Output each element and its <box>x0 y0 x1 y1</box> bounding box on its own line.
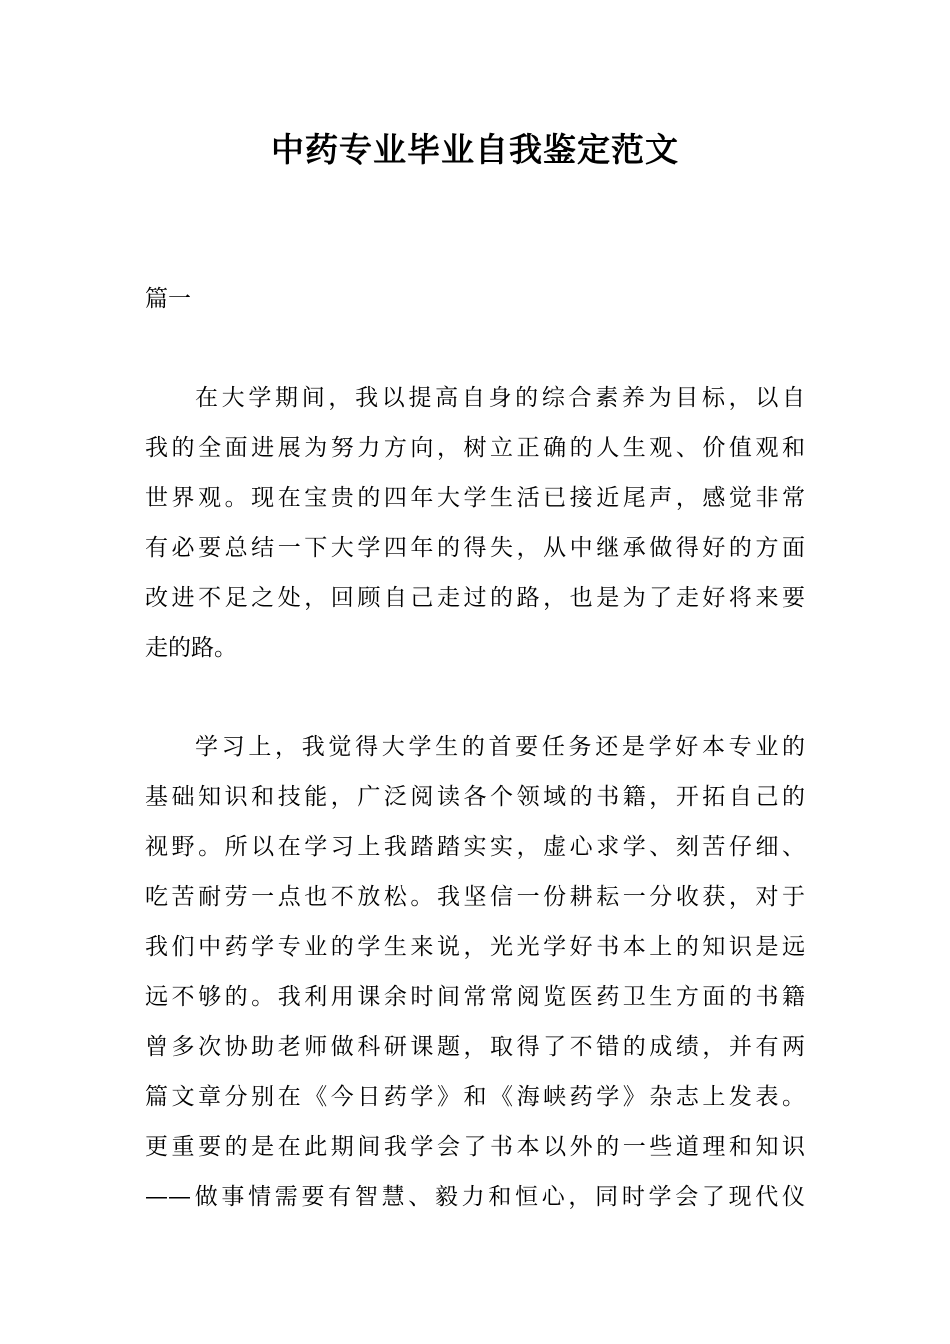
paragraph-line: 改进不足之处，回顾自己走过的路，也是为了走好将来要 <box>145 585 805 611</box>
paragraph-line: 曾多次协助老师做科研课题，取得了不错的成绩，并有两 <box>145 1034 805 1060</box>
paragraph-line: 篇文章分别在《今日药学》和《海峡药学》杂志上发表。 <box>145 1084 805 1110</box>
paragraph-line: 走的路。 <box>145 635 237 661</box>
section-label: 篇一 <box>145 286 191 312</box>
paragraph-line: 在大学期间，我以提高自身的综合素养为目标，以自 <box>195 385 805 411</box>
paragraph-line: 我们中药学专业的学生来说，光光学好书本上的知识是远 <box>145 934 805 960</box>
paragraph-line: 基础知识和技能，广泛阅读各个领域的书籍，开拓自己的 <box>145 784 805 810</box>
paragraph-line: 我的全面进展为努力方向，树立正确的人生观、价值观和 <box>145 435 805 461</box>
paragraph-2 <box>145 722 805 1222</box>
paragraph-line: 吃苦耐劳一点也不放松。我坚信一份耕耘一分收获，对于 <box>145 884 805 910</box>
paragraph-line: 远不够的。我利用课余时间常常阅览医药卫生方面的书籍 <box>145 984 805 1010</box>
paragraph-line: 学习上，我觉得大学生的首要任务还是学好本专业的 <box>195 734 805 760</box>
paragraph-line: 视野。所以在学习上我踏踏实实，虚心求学、刻苦仔细、 <box>145 834 805 860</box>
document-title: 中药专业毕业自我鉴定范文 <box>271 130 679 169</box>
paragraph-line: 世界观。现在宝贵的四年大学生活已接近尾声，感觉非常 <box>145 485 805 511</box>
paragraph-line: 更重要的是在此期间我学会了书本以外的一些道理和知识 <box>145 1134 805 1160</box>
paragraph-line: 有必要总结一下大学四年的得失，从中继承做得好的方面 <box>145 535 805 561</box>
paragraph-1 <box>145 373 805 673</box>
paragraph-line: ——做事情需要有智慧、毅力和恒心，同时学会了现代仪 <box>145 1184 805 1210</box>
